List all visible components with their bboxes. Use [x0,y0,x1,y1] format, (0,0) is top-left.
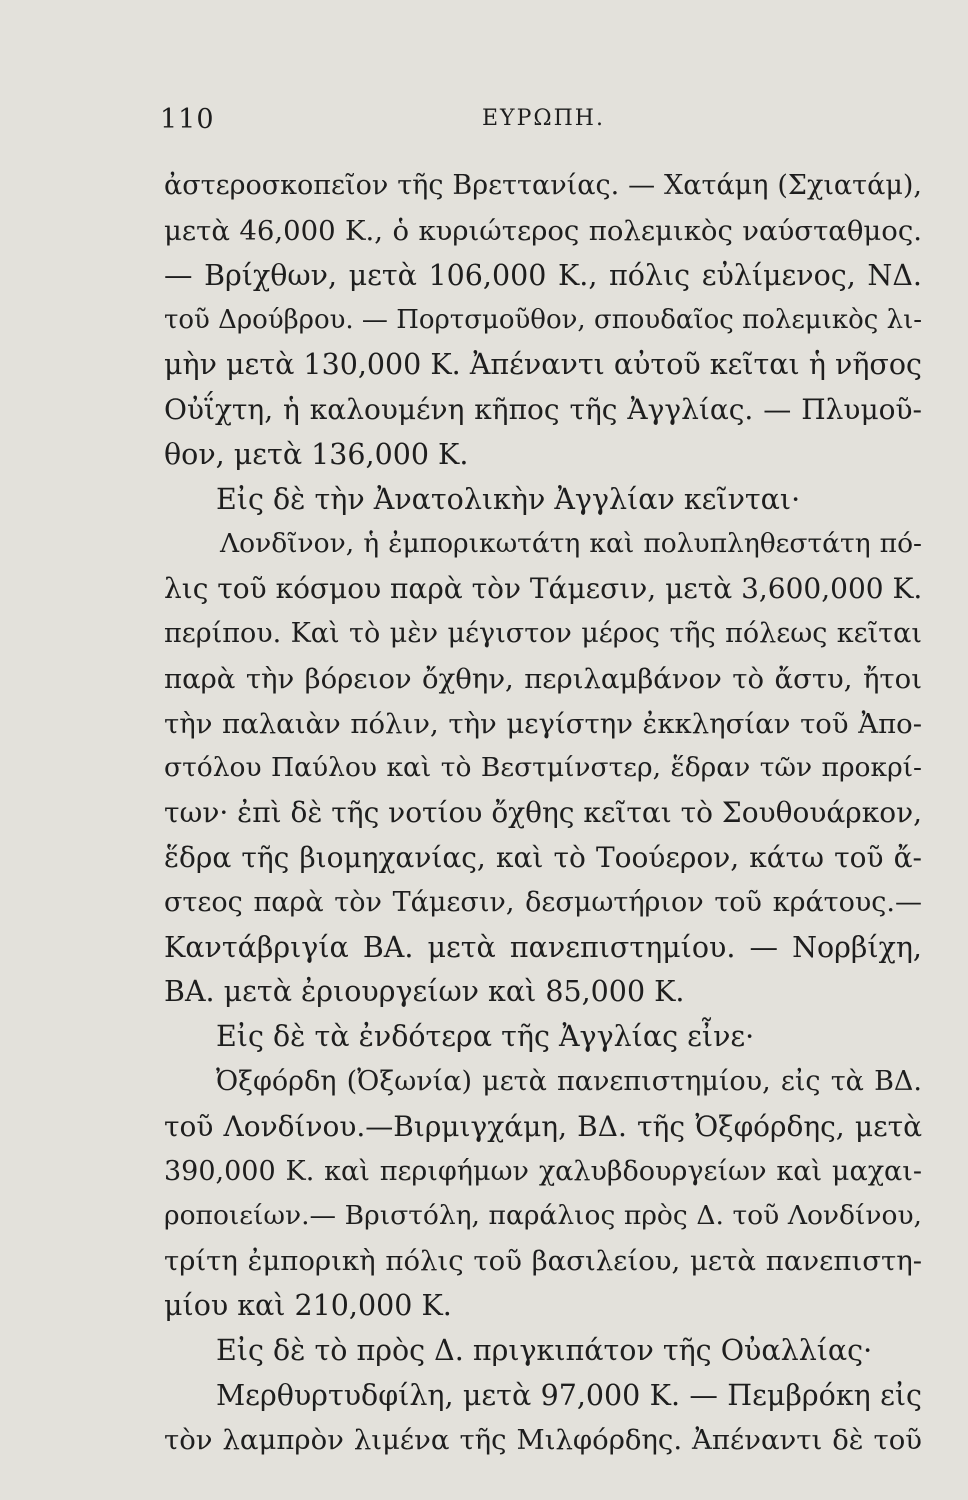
text-line: Οὐΐχτη, ἡ καλουμένη κῆπος τῆς Ἀγγλίας. — Πλυμοῦ- [164,392,922,426]
text-line: Λονδῖνον, ἡ ἐμπορικωτάτη καὶ πολυπληθεστάτη πό- [220,528,922,560]
text-line: τοῦ Δρούβρου. — Πορτσμοῦθον, σπουδαῖος πολεμικὸς λι- [164,305,923,336]
text-line: μίου καὶ 210,000 Κ. [164,1288,452,1322]
text-line: τρίτη ἐμπορικὴ πόλις τοῦ βασιλείου, μετὰ πανεπιστη- [164,1245,922,1278]
text-line: τὴν παλαιὰν πόλιν, τὴν μεγίστην ἐκκλησίαν τοῦ Ἀπο- [164,707,922,740]
text-line: ροποιείων.— Βριστόλη, παράλιος πρὸς Δ. τοῦ Λονδίνου, [164,1200,922,1232]
text-line: τοῦ Λονδίνου.—Βιρμιγχάμη, ΒΔ. τῆς Ὀξφόρδης, μετὰ [164,1109,922,1143]
running-head: ΕΥΡΩΠΗ. [482,106,605,131]
text-line: των· ἐπὶ δὲ τῆς νοτίου ὄχθης κεῖται τὸ Σουθουάρκον, [164,796,922,830]
text-line: Εἰς δὲ τὴν Ἀνατολικὴν Ἀγγλίαν κεῖνται· [216,482,801,516]
text-line: περίπου. Καὶ τὸ μὲν μέγιστον μέρος τῆς πόλεως κεῖται [164,617,922,649]
text-line: μὴν μετὰ 130,000 Κ. Ἀπέναντι αὐτοῦ κεῖται ἡ νῆσος [164,348,922,382]
text-line: Εἰς δὲ τὰ ἐνδότερα τῆς Ἀγγλίας εἶνε· [216,1020,755,1054]
text-line: θον, μετὰ 136,000 Κ. [164,437,469,471]
body-text [164,164,922,1463]
text-line: Καντάβριγία ΒΑ. μετὰ πανεπιστημίου. — Νορβίχη, [164,930,922,964]
text-line: — Βρίχθων, μετὰ 106,000 Κ., πόλις εὐλίμενος, ΝΔ. [164,258,922,292]
text-line: 390,000 Κ. καὶ περιφήμων χαλυβδουργείων καὶ μαχαι- [164,1155,922,1187]
text-line: Εἰς δὲ τὸ πρὸς Δ. πριγκιπάτον τῆς Οὐαλλίας· [216,1333,873,1367]
text-line: Ὀξφόρδη (Ὀξωνία) μετὰ πανεπιστημίου, εἰς τὰ ΒΔ. [216,1065,922,1097]
text-line: τὸν λαμπρὸν λιμένα τῆς Μιλφόρδης. Ἀπέναντι δὲ τοῦ [164,1424,922,1457]
text-line: Μερθυρτυδφίλη, μετὰ 97,000 Κ. — Πεμβρόκη εἰς [216,1378,922,1412]
text-line: μετὰ 46,000 Κ., ὁ κυριώτερος πολεμικὸς ναύσταθμος. [164,214,922,247]
text-line: ἕδρα τῆς βιομηχανίας, καὶ τὸ Τοούερον, κάτω τοῦ ἄ- [164,840,922,874]
page-number: 110 [160,104,215,135]
text-line: ΒΑ. μετὰ ἐριουργείων καὶ 85,000 Κ. [164,975,685,1009]
page-header [160,104,920,144]
text-line: στόλου Παύλου καὶ τὸ Βεστμίνστερ, ἕδραν τῶν προκρί- [164,752,922,784]
text-line: λις τοῦ κόσμου παρὰ τὸν Τάμεσιν, μετὰ 3,600,000 Κ. [164,572,923,606]
text-line: στεος παρὰ τὸν Τάμεσιν, δεσμωτήριον τοῦ κράτους.— [164,886,922,918]
text-line: παρὰ τὴν βόρειον ὄχθην, περιλαμβάνον τὸ ἄστυ, ἤτοι [164,662,922,695]
text-line: ἀστεροσκοπεῖον τῆς Βρεττανίας. — Χατάμη (Σχιατάμ), [164,170,922,201]
